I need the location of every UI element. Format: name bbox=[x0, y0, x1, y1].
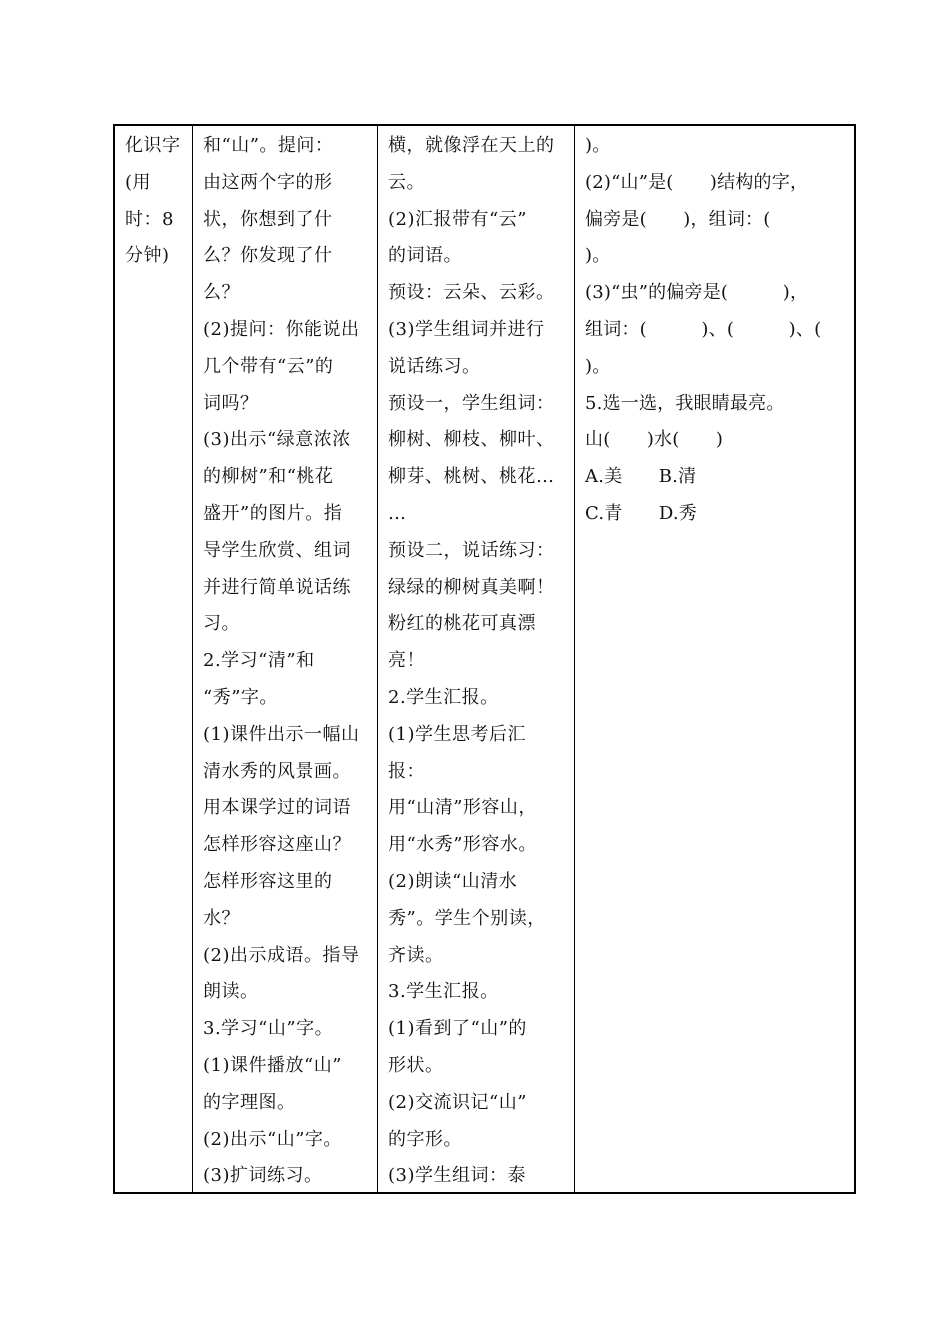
table-cell-line: C.青 D.秀 bbox=[585, 502, 697, 524]
table-cell-line: 词吗？ bbox=[203, 392, 259, 414]
table-cell-line: 报： bbox=[388, 760, 425, 782]
column-student-activity bbox=[377, 126, 574, 1192]
table-cell-line: 齐读。 bbox=[388, 944, 444, 966]
column-exercises bbox=[574, 126, 854, 1192]
table-cell-line: 几个带有“云”的 bbox=[203, 355, 334, 377]
table-cell-line: (3)学生组词并进行 bbox=[388, 318, 545, 340]
table-cell-line: (2)汇报带有“云” bbox=[388, 208, 527, 230]
table-cell-line: 清水秀的风景画。 bbox=[203, 760, 351, 782]
table-cell-line: 导学生欣赏、组词 bbox=[203, 539, 351, 561]
table-cell-line: (1)看到了“山”的 bbox=[388, 1018, 527, 1040]
table-cell-line: (2)朗读“山清水 bbox=[388, 870, 518, 892]
table-cell-line: 状，你想到了什 bbox=[203, 208, 333, 230]
table-cell-line: 和“山”。提问： bbox=[203, 135, 334, 156]
table-cell-line: (2)出示“山”字。 bbox=[203, 1128, 342, 1150]
table-cell-line: 盛开”的图片。指 bbox=[203, 502, 343, 524]
table-cell-line: 3.学生汇报。 bbox=[388, 981, 499, 1003]
table-cell-line: 的柳树”和“桃花 bbox=[203, 466, 334, 488]
table-cell-line: (用 bbox=[125, 171, 152, 193]
table-cell-line: 怎样形容这座山？ bbox=[203, 834, 351, 856]
column-teacher-activity bbox=[192, 126, 377, 1192]
table-cell-line: 山( )水( ) bbox=[585, 429, 724, 451]
table-cell-line: 用“水秀”形容水。 bbox=[388, 834, 537, 856]
table-cell-line: )。 bbox=[585, 355, 611, 377]
column-section-label bbox=[115, 126, 192, 1192]
table-cell-line: (2)交流识记“山” bbox=[388, 1091, 527, 1113]
table-cell-line: 怎样形容这里的 bbox=[203, 870, 333, 892]
table-cell-line: 么？ bbox=[203, 282, 240, 304]
table-cell-line: A.美 B.清 bbox=[585, 466, 697, 488]
table-cell-line: 么？你发现了什 bbox=[203, 245, 333, 267]
table-cell-line: 绿绿的柳树真美啊！ bbox=[388, 576, 555, 598]
table-cell-line: (3)扩词练习。 bbox=[203, 1165, 323, 1187]
table-cell-line: 2.学习“清”和 bbox=[203, 650, 315, 672]
table-cell-line: 朗读。 bbox=[203, 981, 259, 1003]
table-cell-line: 用本课学过的词语 bbox=[203, 797, 351, 819]
lesson-plan-table bbox=[113, 124, 856, 1194]
table-cell-line: 的词语。 bbox=[388, 245, 462, 267]
table-cell-line: 预设二，说话练习： bbox=[388, 539, 555, 561]
table-cell-line: (3)学生组词：泰 bbox=[388, 1165, 526, 1187]
table-cell-line: 时：8 bbox=[125, 208, 174, 230]
table-cell-line: (3)出示“绿意浓浓 bbox=[203, 429, 351, 451]
table-cell-line: 预设一，学生组词： bbox=[388, 392, 555, 414]
table-cell-line: )。 bbox=[585, 135, 611, 156]
table-cell-line: 5.选一选，我眼睛最亮。 bbox=[585, 392, 785, 414]
table-cell-line: 秀”。学生个别读， bbox=[388, 907, 546, 929]
table-cell-line: 粉红的桃花可真漂 bbox=[388, 613, 536, 635]
table-cell-line: (2)“山”是( )结构的字， bbox=[585, 171, 809, 193]
table-cell-line: 云。 bbox=[388, 171, 425, 193]
table-cell-line: (1)课件出示一幅山 bbox=[203, 723, 360, 745]
table-cell-line: 柳芽、桃树、桃花… bbox=[388, 466, 555, 488]
table-cell-line: 习。 bbox=[203, 613, 240, 635]
table-cell-line: 横，就像浮在天上的 bbox=[388, 135, 555, 156]
table-cell-line: 由这两个字的形 bbox=[203, 171, 333, 193]
table-cell-line: 的字理图。 bbox=[203, 1091, 296, 1113]
table-cell-line: 偏旁是( )，组词：( bbox=[585, 208, 771, 230]
table-cell-line: (2)提问：你能说出 bbox=[203, 318, 360, 340]
table-cell-line: 亮！ bbox=[388, 650, 425, 672]
table-cell-line: (1)课件播放“山” bbox=[203, 1054, 342, 1076]
table-cell-line: 预设：云朵、云彩。 bbox=[388, 282, 555, 304]
table-cell-line: 并进行简单说话练 bbox=[203, 576, 351, 598]
table-cell-line: (3)“虫”的偏旁是( )， bbox=[585, 282, 809, 304]
table-cell-line: 柳树、柳枝、柳叶、 bbox=[388, 429, 555, 451]
table-cell-line: 化识字 bbox=[125, 135, 181, 156]
table-cell-line: 3.学习“山”字。 bbox=[203, 1018, 334, 1040]
table-cell-line: 分钟) bbox=[125, 245, 170, 267]
table-cell-line: (1)学生思考后汇 bbox=[388, 723, 526, 745]
table-cell-line: 形状。 bbox=[388, 1054, 444, 1076]
table-cell-line: 水？ bbox=[203, 907, 240, 929]
table-cell-line: )。 bbox=[585, 245, 611, 267]
table-cell-line: 用“山清”形容山， bbox=[388, 797, 537, 819]
table-cell-line: 的字形。 bbox=[388, 1128, 462, 1150]
table-cell-line: 2.学生汇报。 bbox=[388, 686, 499, 708]
table-cell-line: 说话练习。 bbox=[388, 355, 481, 377]
table-cell-line: (2)出示成语。指导 bbox=[203, 944, 360, 966]
table-cell-line: … bbox=[388, 502, 407, 524]
table-cell-line: 组词：( )、( )、( bbox=[585, 318, 822, 340]
table-cell-line: “秀”字。 bbox=[203, 686, 278, 708]
